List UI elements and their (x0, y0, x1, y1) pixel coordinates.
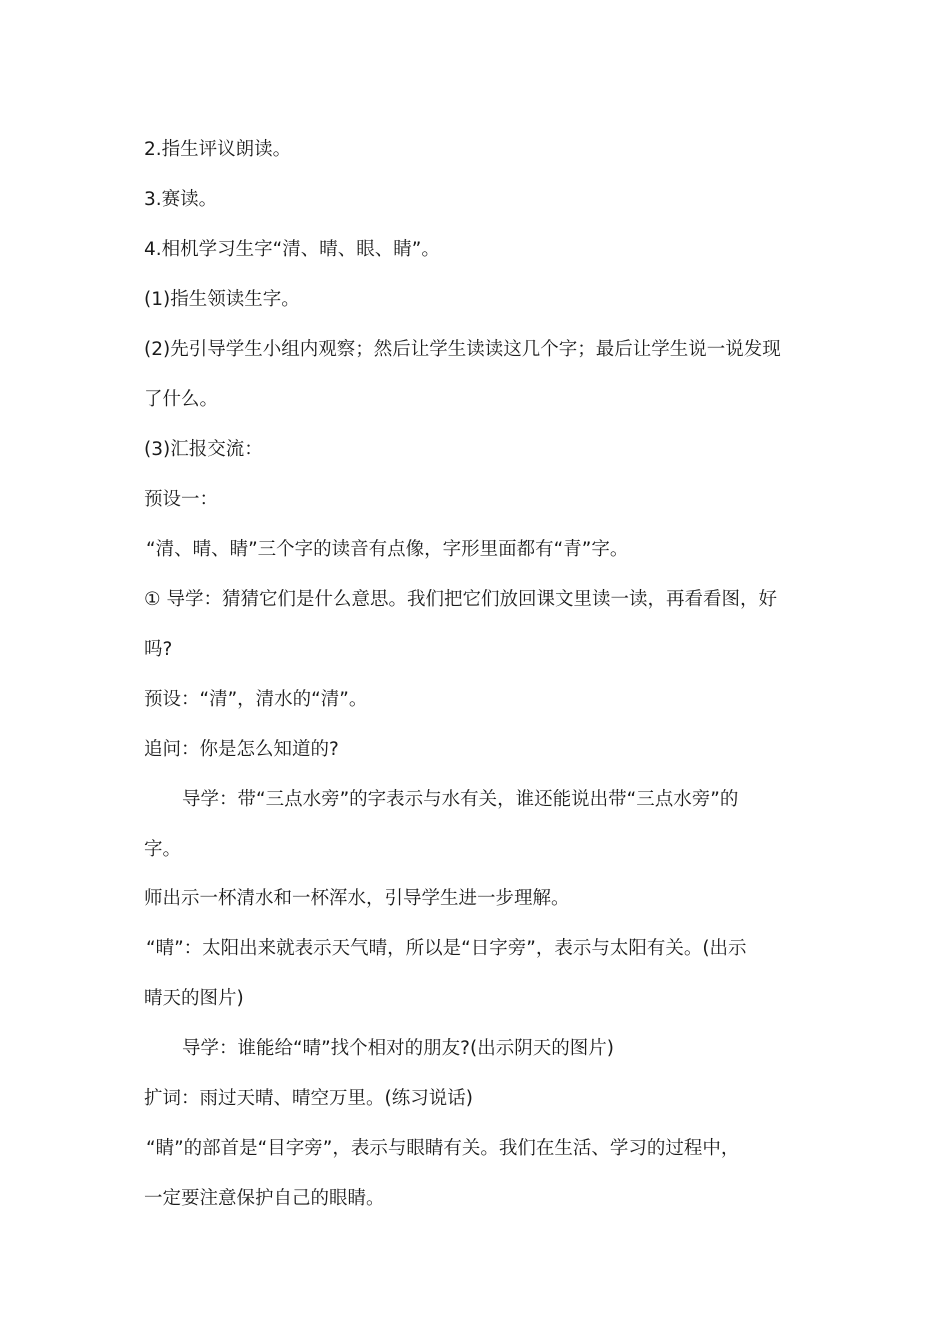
text-line: (3)汇报交流： (144, 439, 263, 460)
text-line: 预设：“清”，清水的“清”。 (144, 689, 368, 710)
text-line: 追问：你是怎么知道的? (144, 739, 339, 760)
text-line: 扩词：雨过天晴、晴空万里。(练习说话) (144, 1088, 473, 1109)
text-line: 吗? (144, 639, 173, 660)
text-line: (1)指生领读生字。 (144, 289, 300, 310)
text-line: “晴”：太阳出来就表示天气晴，所以是“日字旁”，表示与太阳有关。(出示 (146, 938, 747, 959)
text-line: 一定要注意保护自己的眼睛。 (144, 1188, 385, 1209)
text-line: “睛”的部首是“目字旁”，表示与眼睛有关。我们在生活、学习的过程中， (146, 1138, 740, 1159)
text-line: “清、晴、睛”三个字的读音有点像，字形里面都有“青”字。 (146, 539, 629, 560)
text-line: 字。 (144, 839, 182, 860)
text-line: ① 导学：猜猜它们是什么意思。我们把它们放回课文里读一读，再看看图，好 (144, 589, 777, 610)
text-line: 2.指生评议朗读。 (144, 139, 292, 160)
text-line: 师出示一杯清水和一杯浑水，引导学生进一步理解。 (144, 888, 570, 909)
text-line: 导学：谁能给“晴”找个相对的朋友?(出示阴天的图片) (182, 1038, 614, 1059)
text-line: 导学：带“三点水旁”的字表示与水有关，谁还能说出带“三点水旁”的 (182, 789, 739, 810)
text-line: 3.赛读。 (144, 189, 218, 210)
text-line: 预设一： (144, 489, 219, 510)
text-line: 4.相机学习生字“清、晴、眼、睛”。 (144, 239, 440, 260)
text-line: 晴天的图片) (144, 988, 244, 1009)
text-line: (2)先引导学生小组内观察；然后让学生读读这几个字；最后让学生说一说发现 (144, 339, 781, 360)
text-line: 了什么。 (144, 389, 219, 410)
